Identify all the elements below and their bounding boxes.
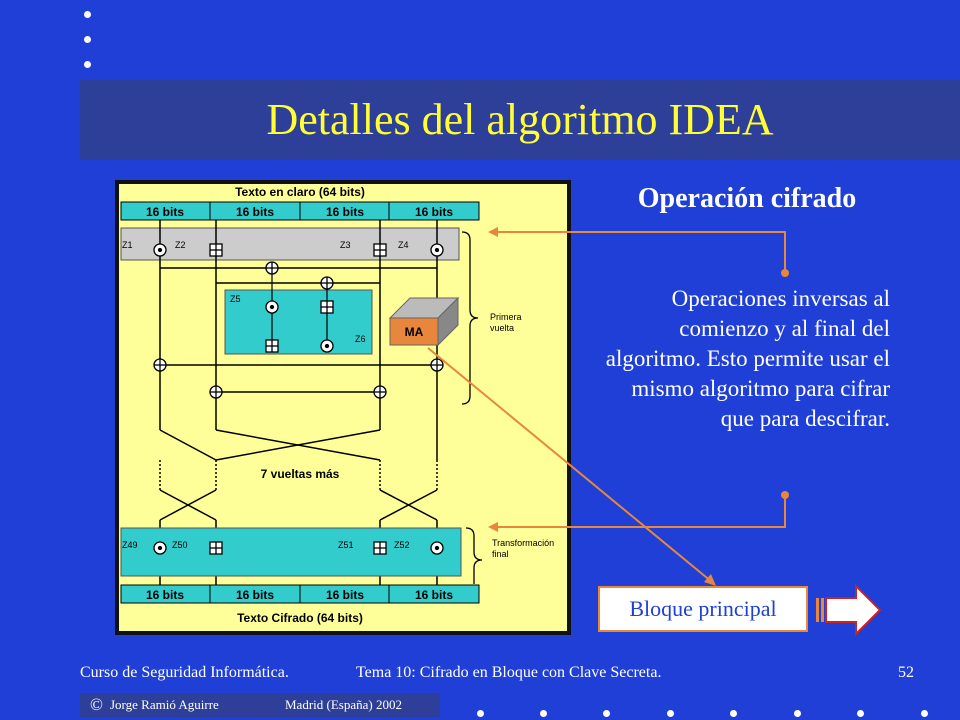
key-z51: Z51 (338, 540, 354, 550)
ciphertext-blocks (121, 585, 479, 603)
author-name: Jorge Ramió Aguirre (110, 697, 219, 712)
block-label: 16 bits (414, 205, 454, 219)
key-z1: Z1 (122, 240, 133, 250)
final-transform-label: final (492, 549, 509, 559)
key-z52: Z52 (394, 540, 410, 550)
block-label: 16 bits (414, 588, 454, 602)
first-round-label: vuelta (490, 323, 515, 333)
operation-heading: Operación cifrado (637, 183, 857, 214)
key-z50: Z50 (172, 540, 188, 550)
ciphertext-label: Texto Cifrado (64 bits) (237, 611, 363, 625)
operation-description: Operaciones inversas al comienzo y al final del algoritmo. Esto permite usar el mismo algoritmo para cifrar que para descifrar. (605, 286, 890, 431)
author-bar (80, 693, 440, 717)
decor-dot (477, 710, 484, 717)
final-key-band (121, 528, 461, 576)
footer-topic: Tema 10: Cifrado en Bloque con Clave Secreta. (356, 664, 662, 681)
author-location: Madrid (España) 2002 (285, 697, 402, 712)
block-label: 16 bits (235, 205, 275, 219)
middle-rounds-label: 7 vueltas más (260, 467, 340, 481)
block-label: 16 bits (145, 588, 185, 602)
page-number: 52 (898, 664, 914, 681)
footer-course: Curso de Seguridad Informática. (80, 664, 289, 681)
decor-dot (921, 710, 928, 717)
key-z6: Z6 (355, 334, 366, 344)
decor-dot (603, 710, 610, 717)
block-label: 16 bits (235, 588, 275, 602)
copyright-icon: © (90, 695, 103, 714)
key-z3: Z3 (340, 240, 351, 250)
bloque-principal-button[interactable]: Bloque principal (598, 586, 808, 632)
ma-box (225, 290, 372, 354)
ma-label: MA (404, 325, 424, 339)
plaintext-label: Texto en claro (64 bits) (235, 185, 365, 199)
next-arrow-icon[interactable] (814, 584, 882, 636)
decor-dot (667, 710, 674, 717)
plaintext-blocks (121, 202, 479, 220)
key-z5: Z5 (230, 294, 241, 304)
final-transform-label: Transformación (492, 538, 555, 548)
key-z4: Z4 (398, 240, 409, 250)
block-label: 16 bits (325, 588, 365, 602)
decor-dot (857, 710, 864, 717)
block-label: 16 bits (145, 205, 185, 219)
block-label: 16 bits (325, 205, 365, 219)
first-round-label: Primera (490, 312, 522, 322)
decor-dot (794, 710, 801, 717)
decor-dot (540, 710, 547, 717)
page-title: Detalles del algoritmo IDEA (266, 95, 774, 144)
key-z49: Z49 (122, 540, 138, 550)
decor-dot (730, 710, 737, 717)
key-z2: Z2 (175, 240, 186, 250)
